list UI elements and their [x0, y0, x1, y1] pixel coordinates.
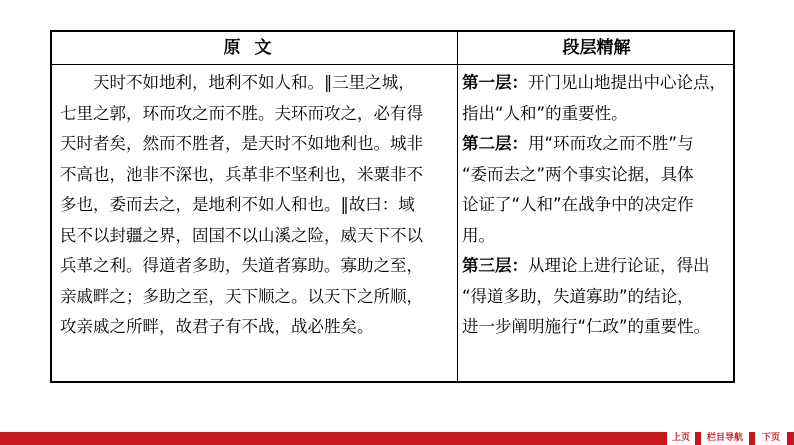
original-text-cell — [60, 68, 450, 343]
original-line: 民不以封疆之界，固国不以山溪之险，威天下不以 — [60, 225, 423, 245]
layer-text: 进一步阐明施行“仁政”的重要性。 — [462, 317, 711, 336]
layer-label: 第一层： — [462, 73, 528, 92]
analysis-layer-3 — [462, 251, 732, 343]
header-analysis: 段层精解 — [562, 38, 631, 58]
analysis-layer-1 — [462, 68, 732, 129]
column-divider — [457, 32, 458, 381]
layer-text: 用“环而攻之而不胜”与 — [528, 134, 694, 153]
layer-text: 开门见山地提出中心论点， — [528, 73, 726, 92]
layer-label: 第二层： — [462, 134, 528, 153]
bottom-nav-bar — [0, 432, 794, 445]
header-original-text: 原文 — [223, 38, 286, 58]
layer-text: 从理论上进行论证，得出 — [528, 256, 710, 275]
original-line: 攻亲戚之所畔，故君子有不战，战必胜矣。 — [60, 317, 374, 336]
content-table — [50, 30, 735, 383]
prev-page-button[interactable]: 上页 — [666, 432, 696, 445]
original-line: 亲戚畔之；多助之至，天下顺之。以天下之所顺， — [60, 286, 423, 306]
analysis-layer-2 — [462, 129, 732, 251]
original-line: 天时者矣，然而不胜者，是天时不如地利也。城非 — [60, 134, 423, 153]
header-divider — [52, 64, 733, 65]
layer-text: 论证了“人和”在战争中的决定作 — [462, 195, 694, 214]
original-line: 兵革之利。得道者多助，失道者寡助。寡助之至， — [60, 256, 423, 275]
layer-label: 第三层： — [462, 256, 528, 275]
layer-text: “委而去之”两个事实论据，具体 — [462, 164, 694, 184]
layer-text: 用。 — [462, 225, 495, 245]
next-page-button[interactable]: 下页 — [754, 432, 788, 445]
layer-text: 指出“人和”的重要性。 — [462, 103, 628, 123]
section-nav-button[interactable]: 栏目导航 — [700, 432, 750, 445]
layer-text: “得道多助，失道寡助”的结论， — [462, 286, 694, 306]
original-line: 不高也，池非不深也，兵革非不坚利也，米粟非不 — [60, 164, 423, 184]
analysis-cell — [462, 68, 732, 343]
original-line: 天时不如地利，地利不如人和。‖三里之城， — [93, 73, 415, 92]
original-line: 七里之郭，环而攻之而不胜。夫环而攻之，必有得 — [60, 103, 423, 123]
original-line: 多也，委而去之，是地利不如人和也。‖故曰：域 — [60, 195, 415, 214]
